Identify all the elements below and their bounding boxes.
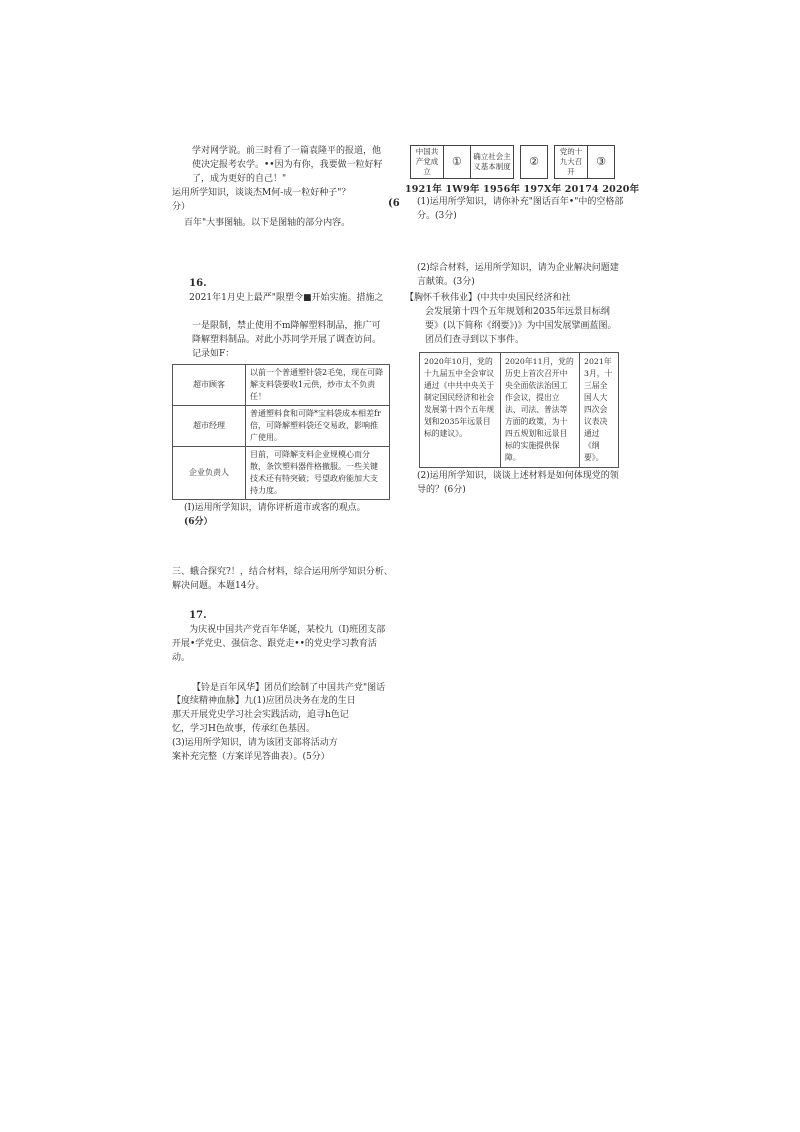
question-15-1 xyxy=(405,196,625,224)
text-line: 团员们查寻到以下事件。 xyxy=(425,334,525,345)
text-line: 百年"大事图轴。以下是图轴的部分内容。 xyxy=(184,217,351,228)
text-line: 【胸怀千秋伟业】(中共中央国民经济和社 xyxy=(405,292,571,303)
right-column-lower xyxy=(405,262,625,498)
timeline-blank-3: ③ xyxy=(588,146,615,179)
table-row xyxy=(173,405,390,446)
text-line: 降解塑料制品。对此小苏同学开展了调查访问。 xyxy=(192,334,382,345)
text-line: 那天开展党史学习社会实践活动，追寻h色记 xyxy=(172,710,349,721)
text-line: 记录如F： xyxy=(192,348,235,359)
survey-role: 超市经理 xyxy=(173,405,246,446)
text-line: 使决定报考农学。••因为有你，我要做一粒好籽 xyxy=(192,159,383,170)
question-text: 为庆祝中国共产党百年华诞，某校九（I)班团支部开展•学党史、强信念、跟党走••的党史学习教育活动。 xyxy=(172,624,386,663)
timeline-blank-1: ① xyxy=(443,146,470,179)
text-line: 【铃是百年风华】团员们绘制了中国共产党"图话 xyxy=(192,682,386,693)
events-table xyxy=(419,352,619,469)
question-number: 16. xyxy=(189,277,207,289)
question-text: (2)综合材料，运用所学知识，请为企业解决问题建言献策。(3分) xyxy=(417,263,619,287)
text-line: 2021年1月史上最严"限塑令■开始实施。措施之 xyxy=(189,292,384,303)
score-mark: (6 xyxy=(388,198,400,209)
text-line: 分） xyxy=(172,201,191,212)
text-line: 忆，学习H色故事，传承红色基因。 xyxy=(172,724,315,735)
question-text: (I)运用所学知识，请你评析道市或客的观点。 xyxy=(184,502,366,513)
timeline-table xyxy=(410,145,615,179)
question-16 xyxy=(172,262,394,529)
timeline-cell: 党的十九大召开 xyxy=(555,146,588,179)
survey-role: 超市顾客 xyxy=(173,364,246,405)
survey-role: 企业负责人 xyxy=(173,446,246,499)
text-line: 学对网学说。前三时看了一篇袁隆平的报道，他 xyxy=(192,146,382,156)
table-row xyxy=(173,364,390,405)
question-text: (1)运用所学知识，请你补充"图话百年•"中的空格部分。(3分) xyxy=(417,197,624,221)
table-row xyxy=(173,446,390,499)
question-number: 17. xyxy=(189,609,207,621)
survey-text: 目前，可降解支料企业规模心而分散，条饮塑料器件格撤服。一些关键技术还有特突破；号望政府能加大支持力度。 xyxy=(246,446,390,499)
event-cell: 2020年11月，党的历史上首次召开中央全面依法治国工作会议，提出立法、司法、普法等方面的政策，为十四五规划和远景目标的实施提供保障。 xyxy=(501,352,580,468)
section-3 xyxy=(172,566,394,765)
table-row xyxy=(420,352,619,468)
event-cell: 2020年10月，党的十九届五中全会审议通过《中共中央关于制定国民经济和社会发展第十四个五年规划和2035年远景目标的建议》。 xyxy=(420,352,501,468)
timeline-years: 1921年 1W9年 1956年 197X年 20174 2020年 xyxy=(405,184,640,195)
text-line: 【度续精神血脉】九(1)应团员决务在龙的生日 xyxy=(172,696,356,707)
survey-text: 以前一个普通塑针袋2毛兔，现在可降解支料袋要收1元供，炒市太不负责任！ xyxy=(246,364,390,405)
question-text: (2)运用所学知识，谈谈上述材料是如何体现党的领导的？(6分) xyxy=(417,471,619,496)
text-line: 一是限制，禁止使用不m降解塑料制品，推广可 xyxy=(192,320,381,331)
question-text: 案补充完整（方案详见答曲表）。(5分） xyxy=(172,752,330,763)
survey-table xyxy=(172,364,390,500)
text-line: 了，成为更好的自己！" xyxy=(192,173,287,184)
text-line: 要》(以下简称《纲要》)》为中国发展擘画蓝图。 xyxy=(425,320,617,331)
timeline-blank-2: ② xyxy=(521,146,548,179)
q14-tail xyxy=(172,145,394,231)
question-text: (3)运用所学知识，请为该团支部将活动方 xyxy=(172,738,338,749)
score: (6分） xyxy=(184,516,213,527)
section-heading: 三、蛾合探究?！，结合材料，综合运用所学知识分析、解决问题。本题14分。 xyxy=(172,567,393,591)
event-cell: 2021年3月，十三届全国人大四次会议表决通过《纲要》。 xyxy=(580,352,619,468)
timeline-cell: 确立社会主义基本制度 xyxy=(470,146,513,179)
text-line: 会发展第十四个五年规划和2035年远景目标纲 xyxy=(425,306,610,317)
text-line: 运用所学知识，谈谈杰M何-成一粒好种子"？ xyxy=(172,187,351,198)
survey-text: 普通塑料食和可降*宝料袋成本相差fr倍，可降解塑料袋还交易政，影响推广使用。 xyxy=(246,405,390,446)
timeline-cell: 中国共产党成立 xyxy=(411,146,444,179)
